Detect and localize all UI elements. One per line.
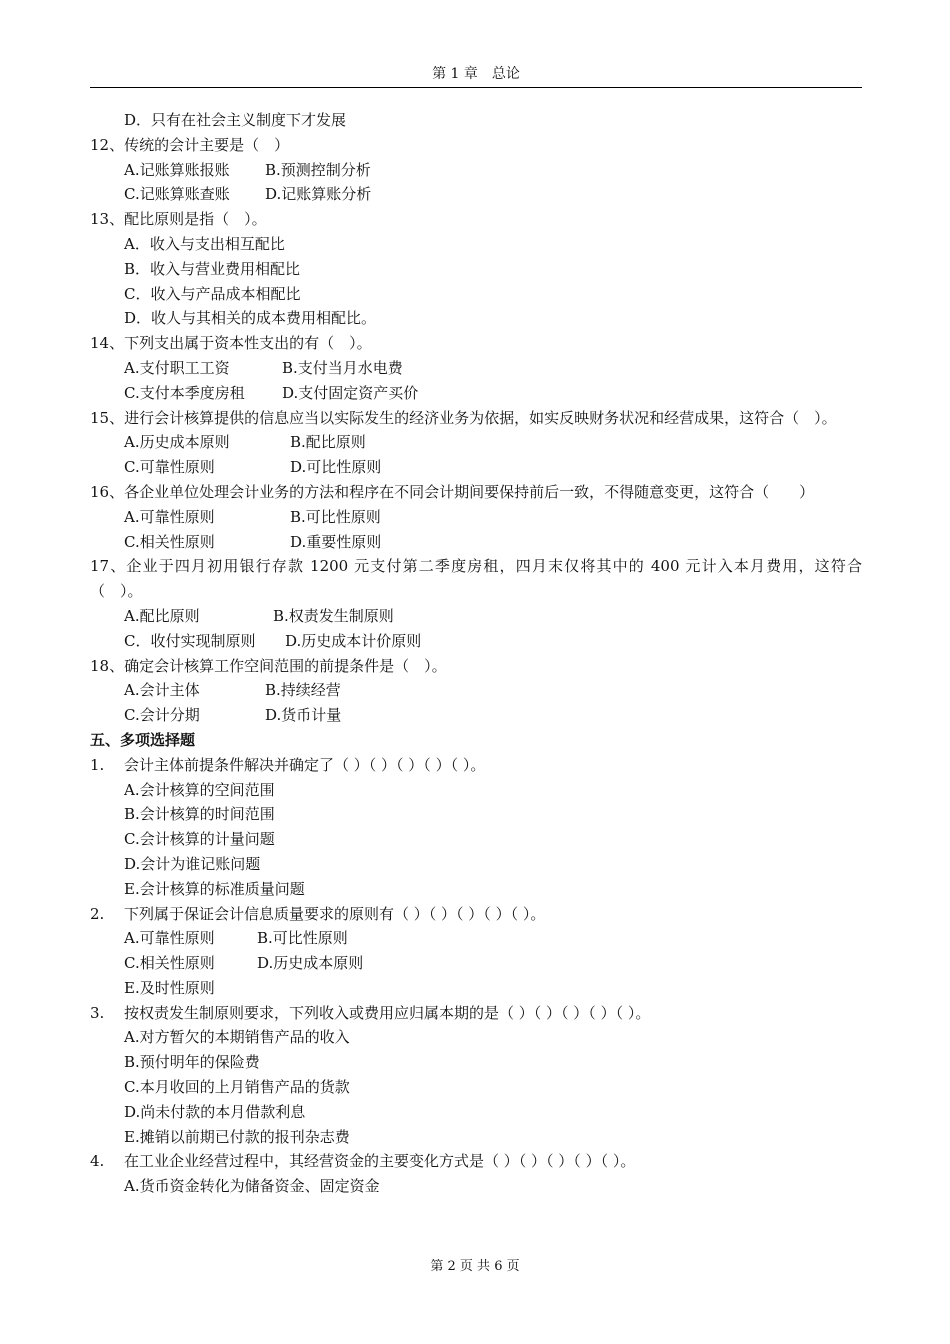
option-line: D．只有在社会主义制度下才发展 [124, 111, 347, 129]
option-d: D.货币计量 [265, 706, 342, 725]
option-b: B.可比性原则 [290, 507, 381, 526]
option-row [90, 926, 862, 951]
question-17: 17、企业于四月初用银行存款 1200 元支付第二季度房租，四月末仅将其中的 400 元计入本月费用，这符合（ ）。 [90, 557, 862, 601]
mc-question-4 [90, 1149, 862, 1174]
option-c: C.会计分期 [124, 706, 200, 725]
option-line: B.会计核算的时间范围 [124, 805, 275, 824]
option-line: A.会计核算的空间范围 [124, 780, 275, 799]
question-13: 13、配比原则是指（ ）。 [90, 210, 267, 229]
option-a: A.可靠性原则 [124, 507, 215, 526]
option-line: D.尚未付款的本月借款利息 [124, 1102, 306, 1121]
question-text: 按权责发生制原则要求，下列收入或费用应归属本期的是（ ）（ ）（ ）（ ）（ ）。 [124, 1003, 651, 1022]
option-d: D.记账算账分析 [265, 185, 372, 204]
option-line: D．收人与其相关的成本费用相配比。 [124, 309, 377, 328]
option-d: D.重要性原则 [290, 532, 382, 551]
option-line: B.预付明年的保险费 [124, 1053, 260, 1072]
option-b: B.预测控制分析 [265, 160, 371, 179]
option-b: B.持续经营 [265, 681, 341, 700]
option-c: C.支付本季度房租 [124, 383, 245, 402]
option-row [90, 356, 862, 381]
mc-question-2 [90, 902, 862, 927]
option-a: A.会计主体 [124, 681, 200, 700]
option-d: D.支付固定资产买价 [282, 383, 419, 402]
header-rule [90, 87, 862, 88]
option-line: C.本月收回的上月销售产品的货款 [124, 1078, 350, 1097]
question-18: 18、确定会计核算工作空间范围的前提条件是（ ）。 [90, 656, 447, 675]
question-text: 在工业企业经营过程中，其经营资金的主要变化方式是（ ）（ ）（ ）（ ）（ ）。 [124, 1152, 636, 1171]
option-d: D.历史成本原则 [257, 954, 364, 973]
option-b: B.权责发生制原则 [273, 606, 394, 625]
option-row [90, 381, 862, 406]
option-line: D.会计为谁记账问题 [124, 854, 261, 873]
option-row [90, 530, 862, 555]
question-16: 16、各企业单位处理会计业务的方法和程序在不同会计期间要保持前后一致，不得随意变更，这符合（ ） [90, 482, 815, 501]
option-a: A.记账算账报账 [124, 160, 230, 179]
page-footer: 第 2 页 共 6 页 [430, 1259, 520, 1274]
option-row [90, 430, 862, 455]
option-row [90, 158, 862, 183]
option-line: E.摊销以前期已付款的报刊杂志费 [124, 1127, 350, 1146]
option-row [90, 629, 862, 654]
option-line: C.会计核算的计量问题 [124, 830, 275, 849]
option-row [90, 604, 862, 629]
question-15: 15、进行会计核算提供的信息应当以实际发生的经济业务为依据，如实反映财务状况和经营成果，这符合（ ）。 [90, 408, 837, 427]
option-b: B.配比原则 [290, 433, 366, 452]
mc-question-1 [90, 753, 862, 778]
option-a: A.历史成本原则 [124, 433, 230, 452]
option-c: C.相关性原则 [124, 954, 215, 973]
option-row [90, 505, 862, 530]
option-c: C.相关性原则 [124, 532, 215, 551]
page-header: 第 1 章 总论 [432, 66, 520, 82]
option-d: D.可比性原则 [290, 458, 382, 477]
option-c: C.记账算账查账 [124, 185, 230, 204]
option-line: E.会计核算的标准质量问题 [124, 879, 305, 898]
question-number: 3. [90, 1003, 105, 1022]
section-heading: 五、多项选择题 [90, 730, 196, 749]
option-b: B.可比性原则 [257, 929, 348, 948]
option-row [90, 703, 862, 728]
question-number: 4. [90, 1152, 105, 1171]
question-number: 1. [90, 755, 105, 774]
option-b: B.支付当月水电费 [282, 358, 403, 377]
option-line: B．收入与营业费用相配比 [124, 259, 301, 278]
option-line: A.货币资金转化为储备资金、固定资金 [124, 1177, 380, 1196]
option-row [90, 455, 862, 480]
question-12: 12、传统的会计主要是（ ） [90, 135, 290, 154]
question-text: 下列属于保证会计信息质量要求的原则有（ ）（ ）（ ）（ ）（ ）。 [124, 904, 546, 923]
option-d: D.历史成本计价原则 [285, 631, 422, 650]
option-a: A.配比原则 [124, 606, 200, 625]
option-line: A．收入与支出相互配比 [124, 234, 285, 253]
option-line: C．收入与产品成本相配比 [124, 284, 301, 303]
question-14: 14、下列支出属于资本性支出的有（ ）。 [90, 334, 372, 353]
document-body [90, 108, 862, 1199]
option-line: E.及时性原则 [124, 978, 215, 997]
question-number: 2. [90, 904, 105, 923]
question-text: 会计主体前提条件解决并确定了（ ）（ ）（ ）（ ）（ ）。 [124, 755, 486, 774]
option-row [90, 182, 862, 207]
option-a: A.可靠性原则 [124, 929, 215, 948]
mc-question-3 [90, 1001, 862, 1026]
option-a: A.支付职工工资 [124, 358, 230, 377]
option-c: C．收付实现制原则 [124, 631, 256, 650]
option-row [90, 951, 862, 976]
option-c: C.可靠性原则 [124, 458, 215, 477]
option-line: A.对方暂欠的本期销售产品的收入 [124, 1028, 350, 1047]
option-row [90, 678, 862, 703]
